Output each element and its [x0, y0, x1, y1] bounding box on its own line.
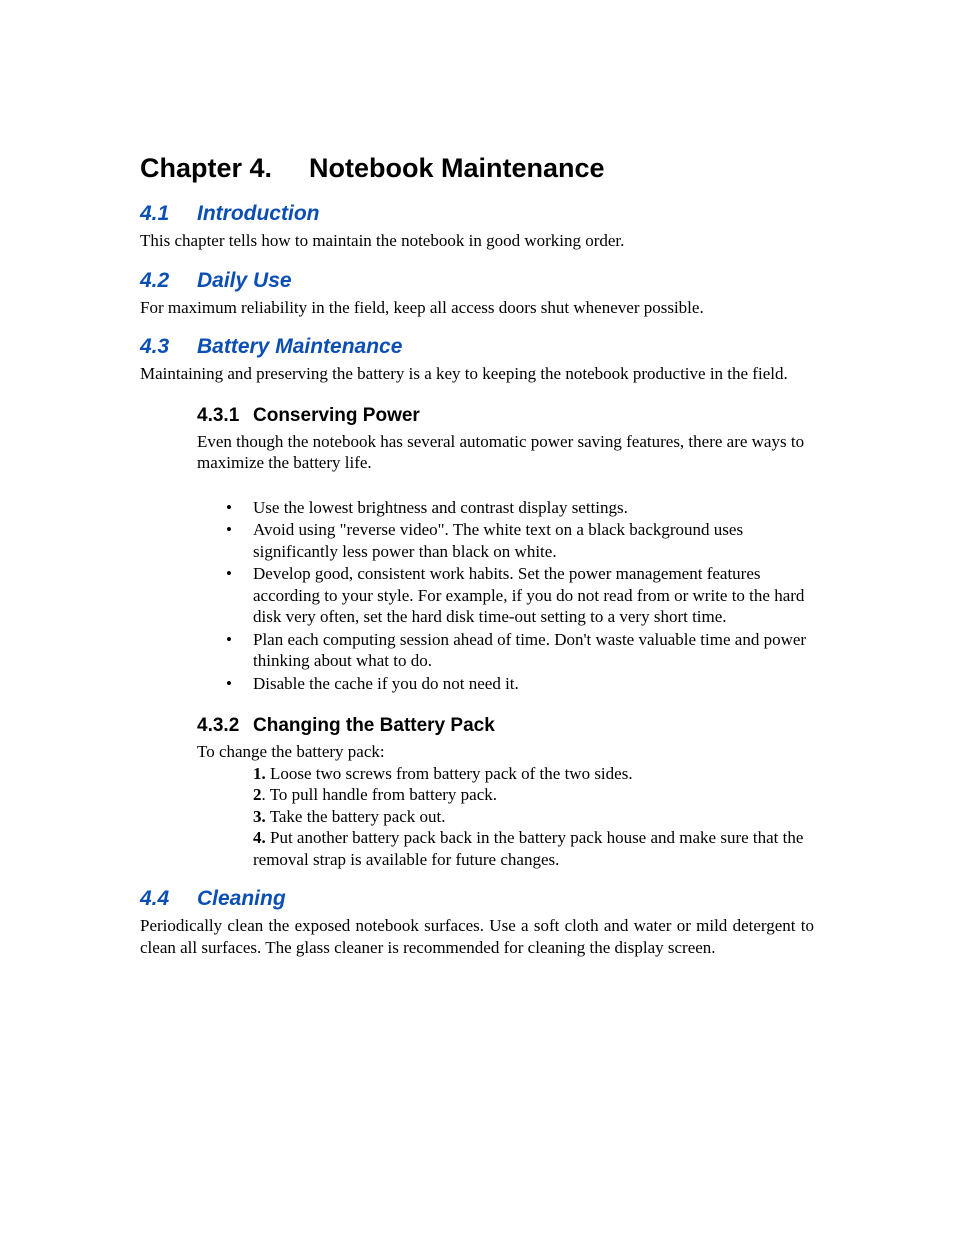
- list-item: [226, 563, 814, 628]
- section-heading-cleaning: [140, 886, 814, 912]
- section-number: 4.1: [140, 202, 170, 225]
- cleaning-paragraph: Periodically clean the exposed notebook surfaces. Use a soft cloth and water or mild detergent to clean all surfaces. The glass cleaner is recommended for cleaning the display screen.: [140, 916, 814, 957]
- section-number: 4.3: [140, 335, 170, 358]
- step-number: 1.: [253, 763, 266, 783]
- bullet-icon: •: [226, 629, 232, 649]
- chapter-number: Chapter 4.: [140, 153, 273, 183]
- subsection-number: 4.3.2: [197, 715, 240, 736]
- bullet-icon: •: [226, 564, 232, 583]
- list-item: [226, 519, 814, 562]
- battery-change-steps: [140, 763, 814, 871]
- list-item: [226, 629, 814, 672]
- list-item-text: Avoid using "reverse video". The white text on a black background uses significantly less power than black on white.: [253, 520, 744, 561]
- step-item: [253, 827, 814, 870]
- step-number: 3.: [253, 806, 266, 826]
- step-item: [253, 806, 814, 828]
- section-title: Daily Use: [197, 268, 292, 292]
- list-item: [226, 497, 814, 519]
- bullet-icon: •: [226, 497, 232, 517]
- section-number: 4.4: [140, 887, 170, 910]
- introduction-paragraph: This chapter tells how to maintain the notebook in good working order.: [140, 231, 625, 250]
- conserving-power-paragraph: Even though the notebook has several automatic power saving features, there are ways to maximize the battery life.: [197, 431, 805, 472]
- section-title: Battery Maintenance: [197, 335, 403, 358]
- section-heading-introduction: [140, 201, 814, 227]
- document-page: [140, 150, 814, 958]
- step-text: Take the battery pack out.: [265, 806, 446, 826]
- list-item-text: Develop good, consistent work habits. Set the power management features according to your style. For example, if you do not read from or write to the hard disk very often, set the hard disk time-out setting to a very short time.: [253, 564, 805, 626]
- subsection-number: 4.3.1: [197, 404, 240, 426]
- section-number: 4.2: [140, 268, 170, 292]
- conserving-power-list: [140, 497, 814, 695]
- list-item: [226, 673, 814, 695]
- chapter-heading: [140, 150, 814, 186]
- step-text: Put another battery pack back in the battery pack house and make sure that the removal strap is available for future changes.: [253, 828, 804, 869]
- subsection-title: Conserving Power: [253, 404, 420, 426]
- section-title: Cleaning: [197, 887, 286, 910]
- step-text: Loose two screws from battery pack of the two sides.: [265, 763, 633, 783]
- step-item: [253, 784, 814, 806]
- step-number: 2: [253, 785, 262, 804]
- subsection-heading-changing-battery-pack: [140, 714, 814, 738]
- step-item: [253, 763, 814, 785]
- section-title: Introduction: [197, 202, 320, 225]
- chapter-title: Notebook Maintenance: [309, 153, 605, 183]
- list-item-text: Use the lowest brightness and contrast display settings.: [253, 497, 628, 517]
- step-number: 4.: [253, 828, 266, 847]
- step-text: . To pull handle from battery pack.: [261, 785, 497, 804]
- list-item-text: Plan each computing session ahead of time. Don't waste valuable time and power thinking about what to do.: [253, 629, 807, 670]
- section-heading-daily-use: [140, 268, 814, 294]
- subsection-heading-conserving-power: [140, 404, 814, 428]
- bullet-icon: •: [226, 673, 232, 693]
- list-item-text: Disable the cache if you do not need it.: [253, 673, 519, 693]
- battery-maintenance-paragraph: Maintaining and preserving the battery is a key to keeping the notebook productive in the field.: [140, 364, 788, 383]
- bullet-icon: •: [226, 520, 232, 539]
- section-heading-battery-maintenance: [140, 334, 814, 360]
- changing-battery-intro: To change the battery pack:: [197, 742, 385, 761]
- daily-use-paragraph: For maximum reliability in the field, keep all access doors shut whenever possible.: [140, 297, 704, 317]
- subsection-title: Changing the Battery Pack: [253, 715, 495, 736]
